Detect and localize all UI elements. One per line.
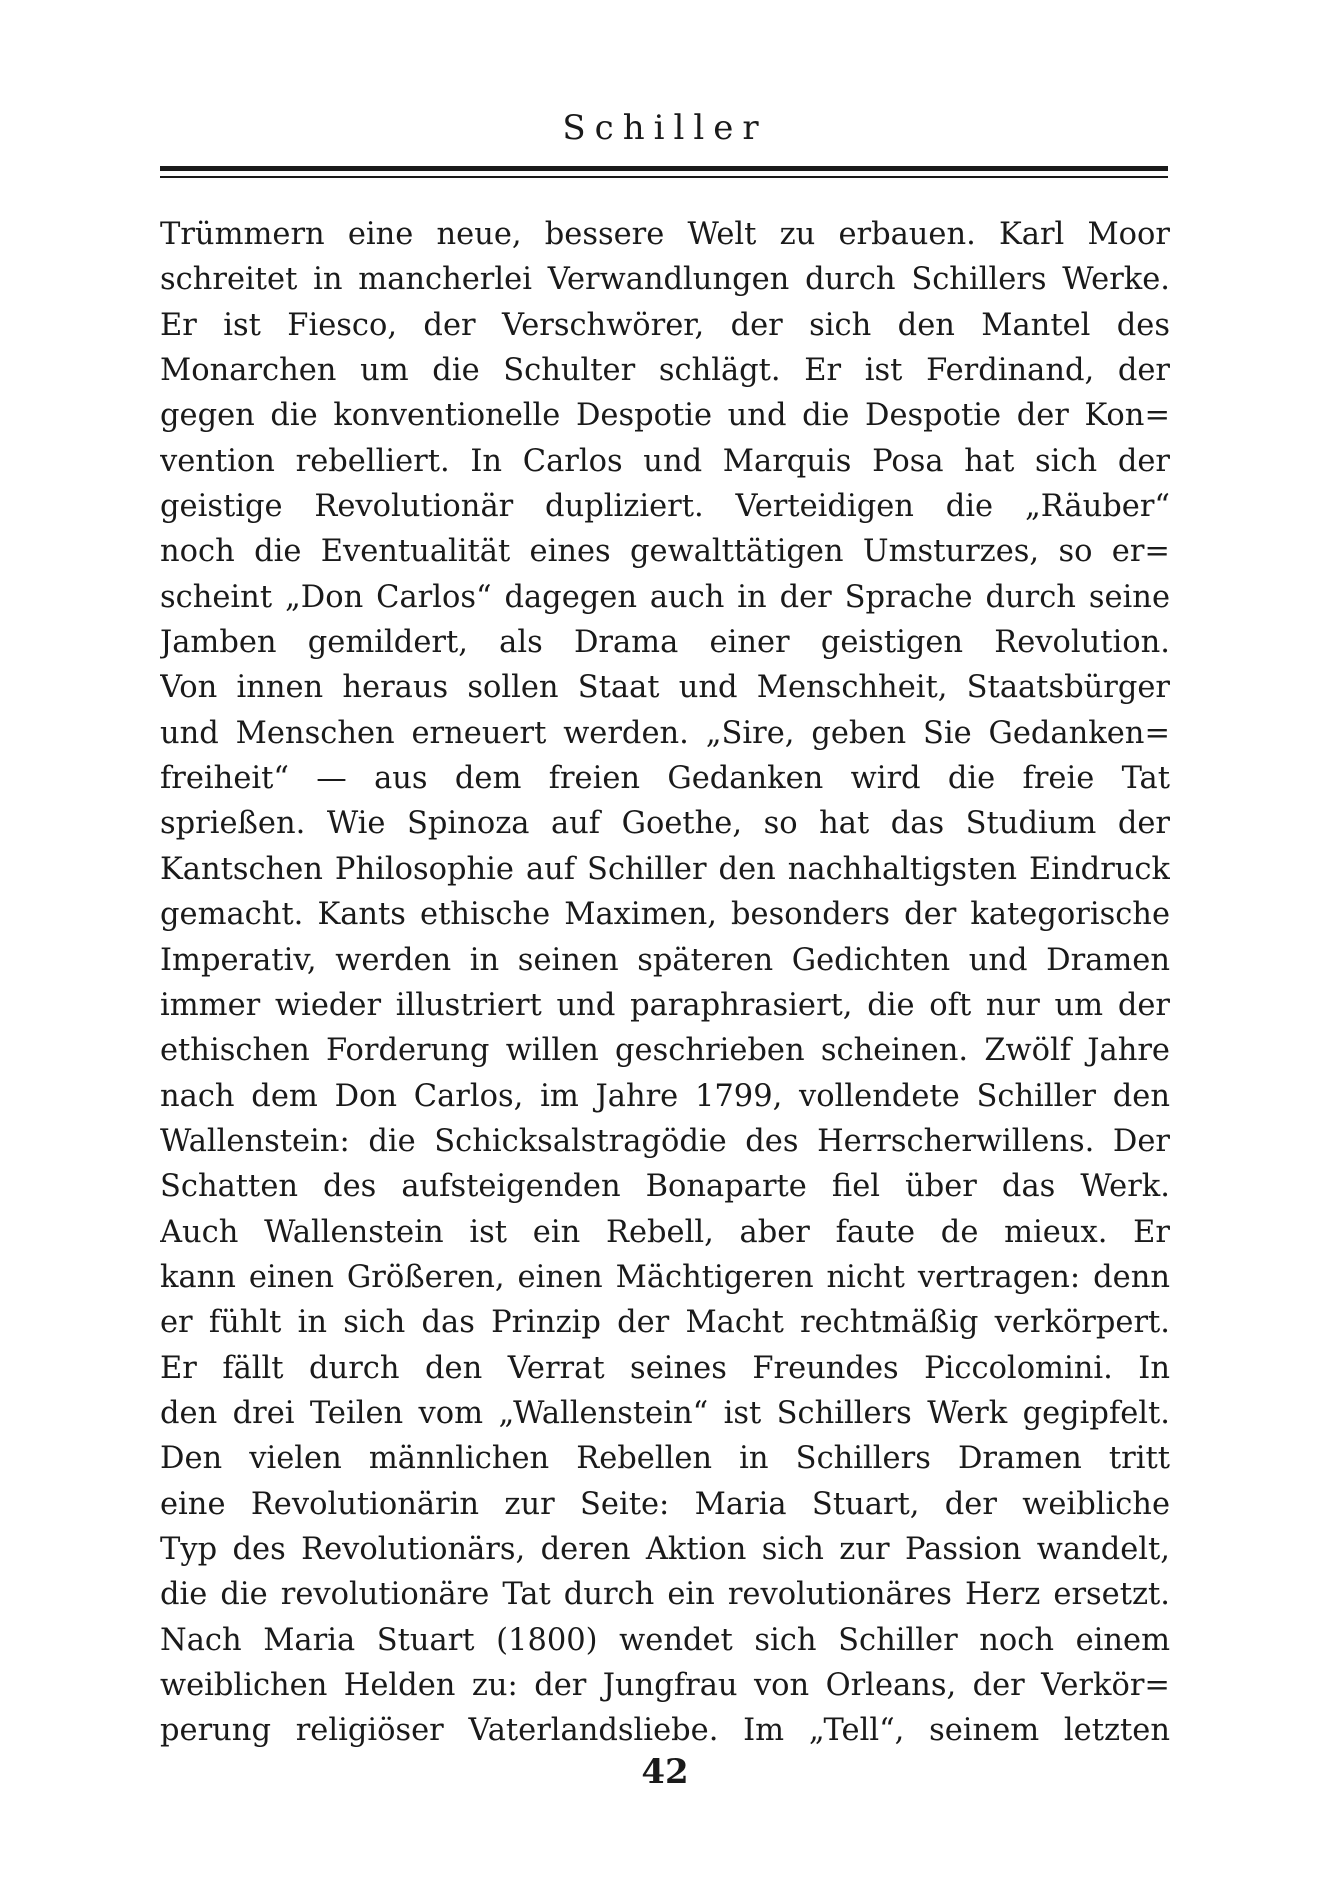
page-number: 42 [641,1752,689,1792]
body-text [160,212,1170,1754]
text-line: Schatten des aufsteigenden Bonaparte fiel über das Werk. [160,1169,1170,1205]
text-line: vention rebelliert. In Carlos und Marquis Posa hat sich der [160,443,1170,479]
header-rule-thin [160,176,1168,178]
text-line: noch die Eventualität eines gewalttätigen Umsturzes, so er= [160,534,1170,570]
text-line: gemacht. Kants ethische Maximen, besonders der kategorische [160,897,1170,933]
text-line: Typ des Revolutionärs, deren Aktion sich zur Passion wandelt, [160,1531,1170,1567]
text-line: eine Revolutionärin zur Seite: Maria Stuart, der weibliche [160,1486,1170,1522]
text-line: Wallenstein: die Schicksalstragödie des Herrscherwillens. Der [160,1123,1170,1159]
text-line: Monarchen um die Schulter schlägt. Er ist Ferdinand, der [160,353,1170,389]
text-line: er fühlt in sich das Prinzip der Macht rechtmäßig verkörpert. [160,1305,1170,1341]
text-line: nach dem Don Carlos, im Jahre 1799, vollendete Schiller den [160,1078,1170,1114]
text-line: perung religiöser Vaterlandsliebe. Im „Tell“, seinem letzten [160,1713,1170,1749]
text-line: Trümmern eine neue, bessere Welt zu erbauen. Karl Moor [160,217,1170,252]
text-line: Imperativ, werden in seinen späteren Gedichten und Dramen [160,942,1170,978]
text-line: und Menschen erneuert werden. „Sire, geben Sie Gedanken= [160,715,1170,751]
text-line: Er fällt durch den Verrat seines Freundes Piccolomini. In [160,1350,1170,1386]
text-line: schreitet in mancherlei Verwandlungen durch Schillers Werke. [160,262,1170,298]
text-line: Den vielen männlichen Rebellen in Schillers Dramen tritt [160,1441,1170,1477]
running-head-title: Schiller [562,108,768,148]
header-rule-thick [160,166,1168,171]
text-line: weiblichen Helden zu: der Jungfrau von Orleans, der Verkör= [160,1668,1170,1703]
text-line: immer wieder illustriert und paraphrasiert, die oft nur um der [160,987,1170,1023]
text-line: Von innen heraus sollen Staat und Menschheit, Staatsbürger [160,670,1170,706]
text-line: den drei Teilen vom „Wallenstein“ ist Schillers Werk gegipfelt. [160,1395,1170,1431]
text-line: kann einen Größeren, einen Mächtigeren nicht vertragen: denn [160,1259,1170,1295]
text-line: Kantschen Philosophie auf Schiller den nachhaltigsten Eindruck [160,851,1170,887]
text-line: freiheit“ — aus dem freien Gedanken wird die freie Tat [160,761,1170,797]
text-line: Jamben gemildert, als Drama einer geistigen Revolution. [160,625,1170,661]
text-line: die die revolutionäre Tat durch ein revolutionäres Herz ersetzt. [160,1577,1170,1613]
text-line: gegen die konventionelle Despotie und die Despotie der Kon= [160,398,1170,434]
text-line: Er ist Fiesco, der Verschwörer, der sich den Mantel des [160,307,1170,343]
text-line: geistige Revolutionär dupliziert. Verteidigen die „Räuber“ [160,489,1170,525]
text-line: scheint „Don Carlos“ dagegen auch in der Sprache durch seine [160,579,1170,615]
text-line: sprießen. Wie Spinoza auf Goethe, so hat das Studium der [160,806,1170,842]
text-line: Nach Maria Stuart (1800) wendet sich Schiller noch einem [160,1622,1170,1658]
text-line: Auch Wallenstein ist ein Rebell, aber faute de mieux. Er [160,1214,1170,1250]
text-line: ethischen Forderung willen geschrieben scheinen. Zwölf Jahre [160,1033,1170,1069]
